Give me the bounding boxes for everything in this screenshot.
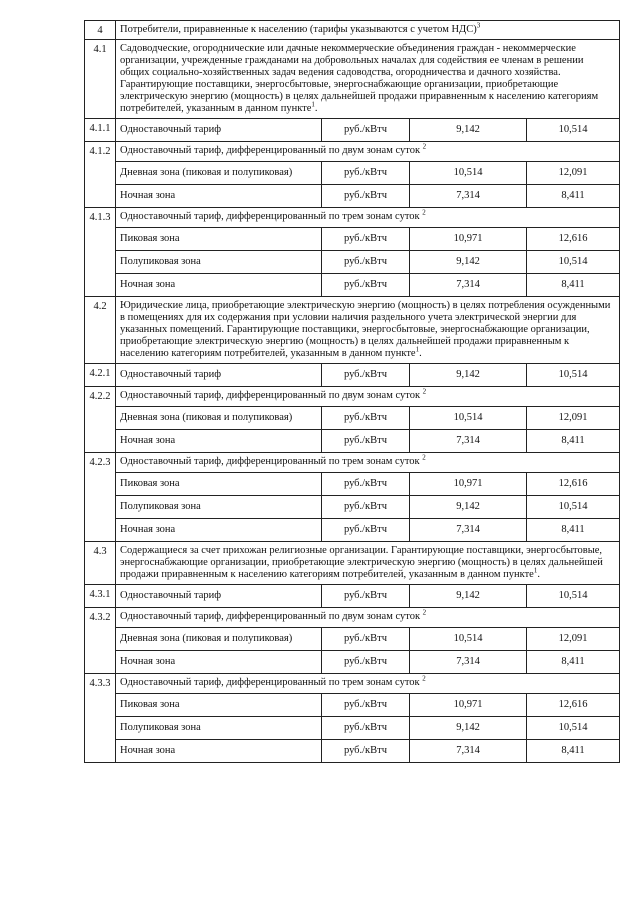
value-2: 12,616 (527, 694, 620, 717)
three-zone-cell (116, 453, 620, 542)
value-1: 7,314 (410, 430, 527, 453)
single-tariff-row (85, 364, 620, 387)
three-zone-row (116, 717, 619, 740)
three-zone-header (116, 453, 619, 473)
three-zone-tariff-block (85, 674, 620, 763)
two-zone-values-table (116, 162, 619, 207)
tariff-number: 4.1.2 (85, 142, 116, 208)
unit-cell: руб./кВтч (322, 496, 410, 519)
value-1: 10,514 (410, 628, 527, 651)
single-tariff-row (116, 364, 619, 386)
unit-cell: руб./кВтч (322, 185, 410, 208)
footnote-marker: 2 (422, 608, 427, 617)
three-zone-row (116, 694, 619, 717)
value-2: 10,514 (527, 717, 620, 740)
footnote-marker: 1 (533, 566, 538, 575)
footnote-marker: 2 (422, 142, 427, 151)
group-description: Юридические лица, приобретающие электрическую энергию (мощность) в целях потребления осужденными в помещениях для их содержания при условии наличия раздельного учета электрической энергии для указанных помещений. Гарантирующие поставщики, энергосбытовые, энергоснабжающие организации, приобретающие электрическую энергию (мощность) в целях дальнейшей продажи приравненным к населению категориям потребителей, указанным в данном пункте$^1$. (116, 297, 620, 364)
zone-label: Ночная зона (116, 519, 322, 542)
group-row (85, 40, 620, 119)
three-zone-row (116, 251, 619, 274)
value-2: 10,514 (558, 590, 588, 601)
single-tariff-cell (116, 585, 620, 608)
value-1: 7,314 (410, 274, 527, 297)
unit-cell: руб./кВтч (322, 119, 410, 141)
two-zone-cell (116, 608, 620, 674)
two-zone-label: Одноставочный тариф, дифференцированный по двум зонам суток (120, 390, 423, 401)
value-2: 10,514 (527, 251, 620, 274)
three-zone-label: Одноставочный тариф, дифференцированный по трем зонам суток (120, 211, 423, 222)
value-1: 10,971 (410, 694, 527, 717)
three-zone-tariff-block (85, 453, 620, 542)
three-zone-label: Одноставочный тариф, дифференцированный по трем зонам суток (120, 456, 423, 467)
value-1: 9,142 (410, 585, 527, 607)
unit-cell: руб./кВтч (322, 694, 410, 717)
two-zone-row (116, 407, 619, 430)
value-1: 7,314 (410, 740, 527, 763)
tariff-number: 4.1.3 (85, 208, 116, 297)
tariff-number: 4.3.3 (85, 674, 116, 763)
tariff-number: 4.3.2 (85, 608, 116, 674)
value-1: 9,142 (410, 251, 527, 274)
unit-cell: руб./кВтч (322, 651, 410, 674)
two-zone-row (116, 430, 619, 453)
zone-label: Одноставочный тариф (116, 119, 322, 141)
single-tariff-row (85, 585, 620, 608)
two-zone-cell (116, 387, 620, 453)
three-zone-row (116, 274, 619, 297)
value-2: 12,091 (527, 162, 620, 185)
tariff-number: 4.1.1 (85, 119, 116, 142)
group-number: 4.2 (85, 297, 116, 364)
three-zone-values-table (116, 694, 619, 762)
group-row (85, 297, 620, 364)
footnote-marker: 1 (311, 100, 315, 109)
three-zone-values-table (116, 473, 619, 541)
unit-cell: руб./кВтч (322, 364, 410, 386)
unit-cell: руб./кВтч (322, 162, 410, 185)
zone-label: Полупиковая зона (116, 251, 322, 274)
three-zone-row (116, 228, 619, 251)
single-tariff-row (116, 585, 619, 607)
two-zone-label: Одноставочный тариф, дифференцированный по двум зонам суток (120, 611, 423, 622)
section-header-row (85, 21, 620, 40)
single-tariff-table (116, 119, 619, 141)
value-1: 10,971 (410, 473, 527, 496)
two-zone-row (116, 185, 619, 208)
zone-label: Полупиковая зона (116, 496, 322, 519)
value-2: 10,514 (558, 124, 588, 135)
footnote-marker: 2 (422, 387, 427, 396)
tariff-number: 4.2.2 (85, 387, 116, 453)
value-2: 8,411 (561, 190, 585, 201)
value-2: 8,411 (561, 745, 585, 756)
single-tariff-table (116, 585, 619, 607)
unit-cell: руб./кВтч (322, 407, 410, 430)
group-description-text: Садоводческие, огороднические или дачные некоммерческие объединения граждан - некоммерческие организации, учрежденные гражданами на добровольных началах для содействия ее членам в решении общих социально-хозяйственных задач ведения садоводства, огородничества и дачного хозяйства. Гарантирующие поставщики, энергосбытовые, энергоснабжающие организации, приобретающие электрическую энергию (мощность) в целях дальнейшей продажи приравненным к населению категориям потребителей, указанным в данном пункте (120, 43, 599, 114)
single-tariff-row (116, 119, 619, 141)
zone-label: Дневная зона (пиковая и полупиковая) (116, 628, 322, 651)
zone-label: Одноставочный тариф (116, 585, 322, 607)
zone-label: Ночная зона (116, 274, 322, 297)
unit-cell: руб./кВтч (322, 519, 410, 542)
value-2: 12,091 (527, 407, 620, 430)
three-zone-header (116, 674, 619, 694)
group-description-text: Содержащиеся за счет прихожан религиозные организации. Гарантирующие поставщики, энергосбытовые, энергоснабжающие организации, приобретающие электрическую энергию (мощность) в целях дальнейшей продажи приравненным к населению категориям потребителей, указанным в данном пункте (120, 545, 603, 580)
two-zone-header (116, 142, 619, 162)
zone-label: Полупиковая зона (116, 717, 322, 740)
group-row (85, 542, 620, 585)
value-2: 8,411 (561, 656, 585, 667)
group-description: Содержащиеся за счет прихожан религиозные организации. Гарантирующие поставщики, энергосбытовые, энергоснабжающие организации, приобретающие электрическую энергию (мощность) в целях дальнейшей продажи приравненным к населению категориям потребителей, указанным в данном пункте$^1$. (116, 542, 620, 585)
tariff-number: 4.2.1 (85, 364, 116, 387)
two-zone-cell (116, 142, 620, 208)
three-zone-row (116, 473, 619, 496)
unit-cell: руб./кВтч (322, 430, 410, 453)
two-zone-values-table (116, 628, 619, 673)
zone-label: Ночная зона (116, 740, 322, 763)
value-1: 9,142 (410, 717, 527, 740)
group-description-text: Юридические лица, приобретающие электрическую энергию (мощность) в целях потребления осужденными в помещениях для их содержания при условии наличия раздельного учета электрической энергии для указанных помещений. Гарантирующие поставщики, энергосбытовые, энергоснабжающие организации, приобретающие электрическую энергию (мощность) в целях дальнейшей продажи приравненным к населению категориям потребителей, указанным в данном пункте (120, 300, 611, 359)
footnote-marker: 1 (415, 345, 420, 354)
single-tariff-cell (116, 364, 620, 387)
footnote-marker: 2 (422, 208, 426, 217)
value-1: 10,971 (410, 228, 527, 251)
unit-cell: руб./кВтч (322, 251, 410, 274)
unit-cell: руб./кВтч (322, 740, 410, 763)
zone-label: Одноставочный тариф (116, 364, 322, 386)
value-1: 10,514 (410, 162, 527, 185)
two-zone-tariff-block (85, 608, 620, 674)
three-zone-cell (116, 208, 620, 297)
tariff-number: 4.2.3 (85, 453, 116, 542)
tariff-number: 4.3.1 (85, 585, 116, 608)
two-zone-tariff-block (85, 142, 620, 208)
three-zone-label: Одноставочный тариф, дифференцированный по трем зонам суток (120, 677, 423, 688)
zone-label: Пиковая зона (116, 228, 322, 251)
tariff-table (84, 20, 620, 763)
zone-label: Пиковая зона (116, 473, 322, 496)
value-2: 12,616 (527, 228, 620, 251)
zone-label: Дневная зона (пиковая и полупиковая) (116, 407, 322, 430)
section-title: Потребители, приравненные к населению (тарифы указываются с учетом НДС)$^3$ (116, 21, 620, 40)
unit-cell: руб./кВтч (322, 274, 410, 297)
value-1: 7,314 (410, 185, 527, 208)
footnote-marker: 2 (422, 453, 426, 462)
group-number: 4.3 (85, 542, 116, 585)
zone-label: Ночная зона (116, 185, 322, 208)
zone-label: Пиковая зона (116, 694, 322, 717)
value-2: 8,411 (561, 524, 585, 535)
value-2: 12,091 (527, 628, 620, 651)
three-zone-values-table (116, 228, 619, 296)
value-1: 7,314 (410, 519, 527, 542)
two-zone-values-table (116, 407, 619, 452)
zone-label: Дневная зона (пиковая и полупиковая) (116, 162, 322, 185)
single-tariff-cell (116, 119, 620, 142)
value-1: 10,514 (410, 407, 527, 430)
value-2: 10,514 (527, 496, 620, 519)
footnote-marker: 2 (422, 674, 426, 683)
single-tariff-table (116, 364, 619, 386)
unit-cell: руб./кВтч (322, 228, 410, 251)
two-zone-row (116, 628, 619, 651)
three-zone-header (116, 208, 619, 228)
value-1: 9,142 (410, 364, 527, 386)
unit-cell: руб./кВтч (322, 585, 410, 607)
group-description: Садоводческие, огороднические или дачные некоммерческие объединения граждан - некоммерческие организации, учрежденные гражданами на добровольных началах для содействия ее членам в решении общих социально-хозяйственных задач ведения садоводства, огородничества и дачного хозяйства. Гарантирующие поставщики, энергосбытовые, энергоснабжающие организации, приобретающие электрическую энергию (мощность) в целях дальнейшей продажи приравненным к населению категориям потребителей, указанным в данном пункте$^1$. (116, 40, 620, 119)
unit-cell: руб./кВтч (322, 717, 410, 740)
value-1: 9,142 (410, 119, 527, 141)
two-zone-header (116, 608, 619, 628)
value-2: 8,411 (561, 435, 585, 446)
tariff-document-page (84, 20, 619, 763)
three-zone-cell (116, 674, 620, 763)
value-2: 8,411 (561, 279, 585, 290)
three-zone-tariff-block (85, 208, 620, 297)
three-zone-row (116, 519, 619, 542)
value-1: 9,142 (410, 496, 527, 519)
zone-label: Ночная зона (116, 651, 322, 674)
two-zone-row (116, 162, 619, 185)
zone-label: Ночная зона (116, 430, 322, 453)
value-2: 10,514 (558, 369, 588, 380)
unit-cell: руб./кВтч (322, 473, 410, 496)
two-zone-tariff-block (85, 387, 620, 453)
three-zone-row (116, 740, 619, 763)
value-1: 7,314 (410, 651, 527, 674)
two-zone-header (116, 387, 619, 407)
section-number: 4 (85, 21, 116, 40)
two-zone-label: Одноставочный тариф, дифференцированный по двум зонам суток (120, 145, 423, 156)
two-zone-row (116, 651, 619, 674)
three-zone-row (116, 496, 619, 519)
unit-cell: руб./кВтч (322, 628, 410, 651)
single-tariff-row (85, 119, 620, 142)
group-number: 4.1 (85, 40, 116, 119)
tariff-groups (85, 40, 620, 763)
value-2: 12,616 (527, 473, 620, 496)
